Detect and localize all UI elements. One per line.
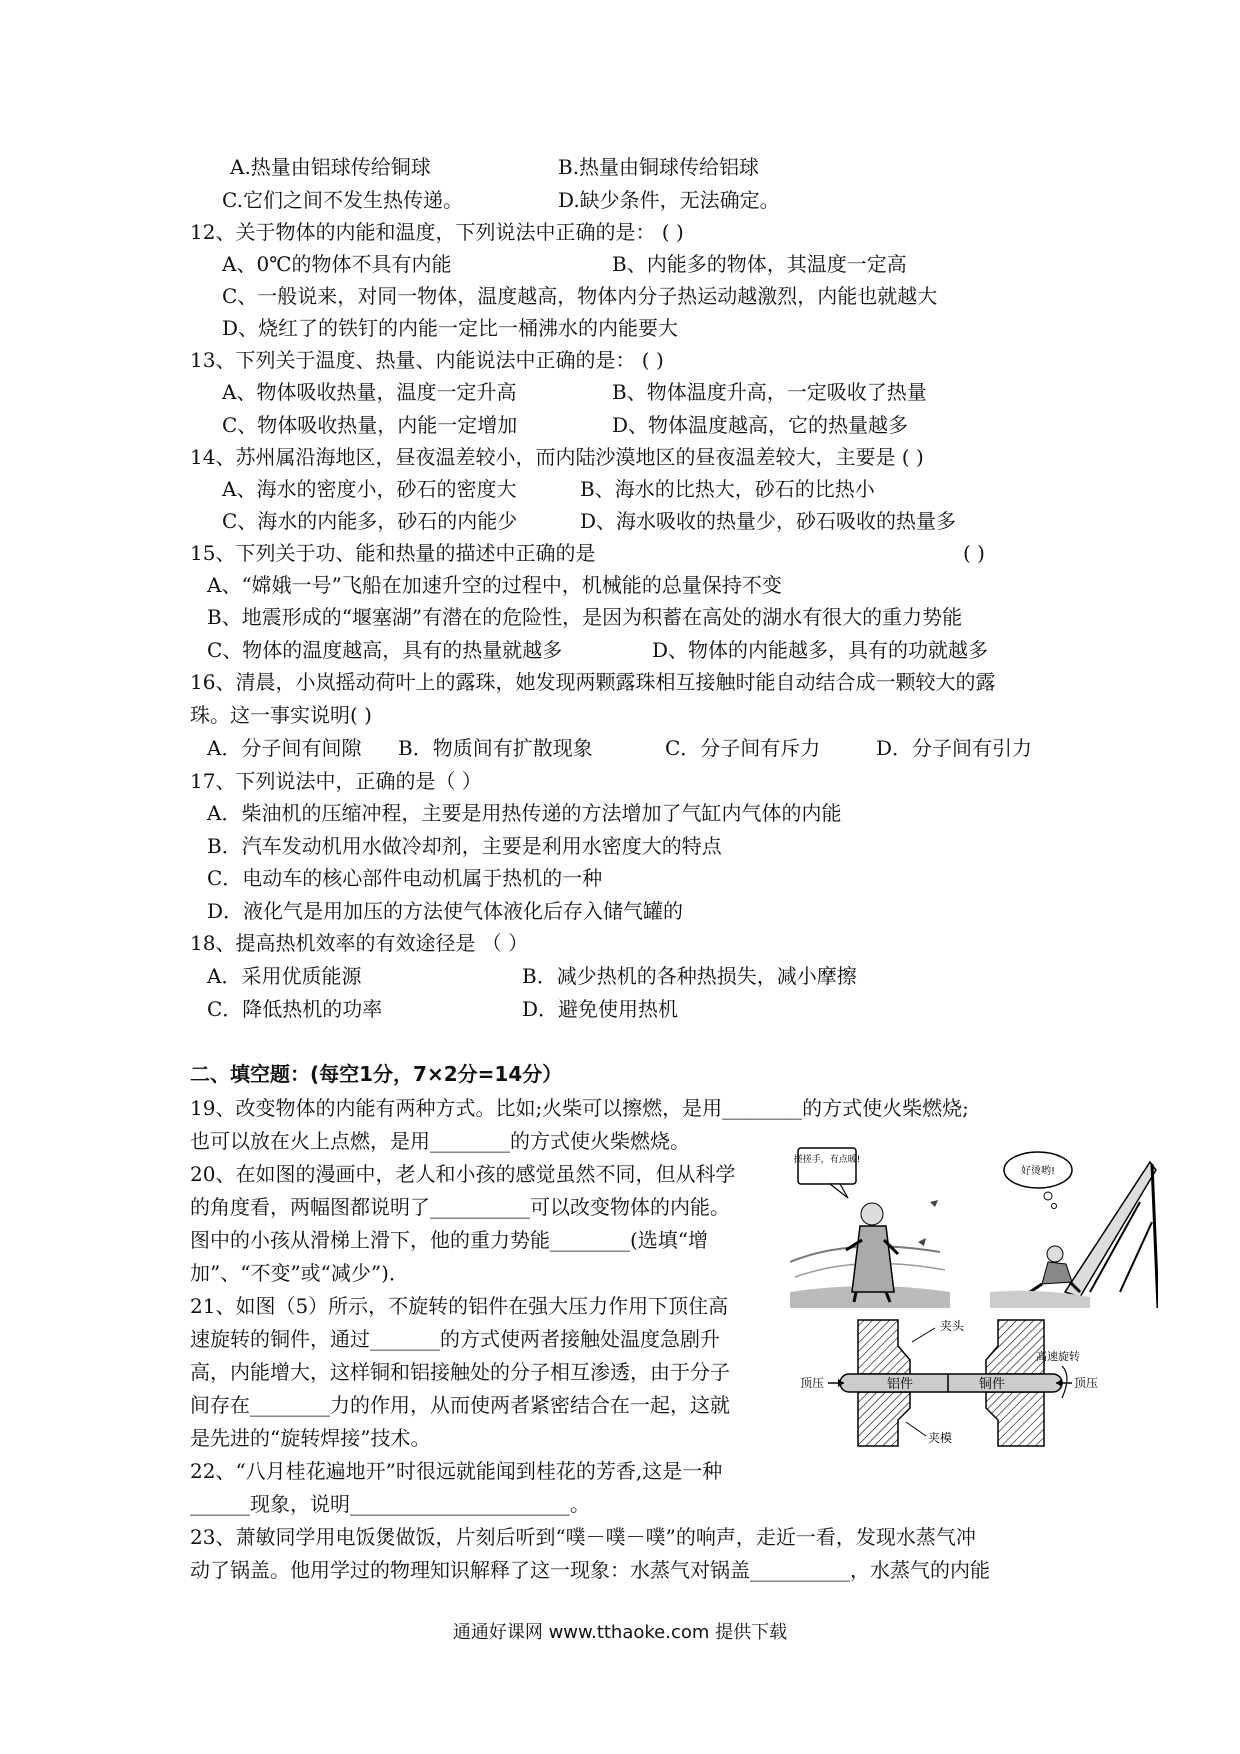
q22-line2: ______现象，说明______________________。 xyxy=(190,1492,590,1516)
q11-option-c: C.它们之间不发生热传递。 xyxy=(222,188,463,212)
q20-line2: 的角度看，两幅图都说明了__________可以改变物体的内能。 xyxy=(190,1195,730,1219)
q23-line2: 动了锅盖。他用学过的物理知识解释了这一现象：水蒸气对锅盖__________，水蒸气的内能 xyxy=(190,1558,990,1582)
q13-option-a: A、物体吸收热量，温度一定升高 xyxy=(222,380,517,404)
q15-option-c: C、物体的温度越高，具有的热量就越多 xyxy=(207,638,563,662)
q12-stem: 12、关于物体的内能和温度，下列说法中正确的是： ( ) xyxy=(190,220,684,244)
q13-option-c: C、物体吸收热量，内能一定增加 xyxy=(222,413,518,437)
q11-option-a: A.热量由铝球传给铜球 xyxy=(230,155,431,179)
weld-label-copper: 铜件 xyxy=(978,1377,1006,1392)
q17-option-c: C．电动车的核心部件电动机属于热机的一种 xyxy=(207,866,603,890)
weld-label-high-speed: 高速旋转 xyxy=(1036,1350,1080,1363)
q18-stem: 18、提高热机效率的有效途径是 （ ） xyxy=(190,931,529,955)
q16-option-d: D．分子间有引力 xyxy=(876,736,1033,760)
q17-stem: 17、下列说法中，正确的是（ ） xyxy=(190,769,482,793)
q16-stem-line1: 16、清晨，小岚摇动荷叶上的露珠，她发现两颗露珠相互接触时能自动结合成一颗较大的露 xyxy=(190,670,996,694)
weld-label-push-left: 顶压 xyxy=(800,1376,825,1390)
q12-option-d: D、烧红了的铁钉的内能一定比一桶沸水的内能要大 xyxy=(222,316,679,340)
weld-label-aluminum: 铝件 xyxy=(886,1377,914,1392)
q13-option-d: D、物体温度越高，它的热量越多 xyxy=(612,413,909,437)
q21-line1: 21、如图（5）所示，不旋转的铝件在强大压力作用下顶住高 xyxy=(190,1294,729,1318)
cartoon-bubble-right: 好烫哟! xyxy=(1020,1166,1056,1177)
q16-option-a: A．分子间有间隙 xyxy=(207,736,362,760)
q18-option-d: D．避免使用热机 xyxy=(522,997,679,1021)
q13-stem: 13、下列关于温度、热量、内能说法中正确的是： ( ) xyxy=(190,348,664,372)
q19-line1: 19、改变物体的内能有两种方式。比如;火柴可以擦燃，是用________的方式使火柴燃烧; xyxy=(190,1096,969,1120)
cartoon-figure xyxy=(790,1142,1158,1308)
q19-line2: 也可以放在火上点燃，是用________的方式使火柴燃烧。 xyxy=(190,1129,690,1153)
q15-option-d: D、物体的内能越多，具有的功就越多 xyxy=(652,638,989,662)
q15-option-a: A、“嫦娥一号”飞船在加速升空的过程中，机械能的总量保持不变 xyxy=(207,573,782,597)
q21-line2: 速旋转的铜件，通过_______的方式使两者接触处温度急剧升 xyxy=(190,1327,720,1351)
q14-option-b: B、海水的比热大，砂石的比热小 xyxy=(580,477,875,501)
q21-line4: 间存在________力的作用，从而使两者紧密结合在一起，这就 xyxy=(190,1393,730,1417)
q17-option-a: A．柴油机的压缩冲程，主要是用热传递的方法增加了气缸内气体的内能 xyxy=(207,801,842,825)
q12-option-a: A、0℃的物体不具有内能 xyxy=(222,252,452,276)
weld-label-push-right: 顶压 xyxy=(1074,1376,1099,1390)
q17-option-b: B．汽车发动机用水做冷却剂，主要是利用水密度大的特点 xyxy=(207,834,722,858)
q15-stem: 15、下列关于功、能和热量的描述中正确的是 xyxy=(190,541,596,565)
q11-option-d: D.缺少条件，无法确定。 xyxy=(558,188,780,212)
q12-option-c: C、一般说来，对同一物体，温度越高，物体内分子热运动越激烈，内能也就越大 xyxy=(222,284,938,308)
q15-option-b: B、地震形成的“堰塞湖”有潜在的危险性，是因为积蓄在高处的湖水有很大的重力势能 xyxy=(207,605,963,629)
q17-option-d: D．液化气是用加压的方法使气体液化后存入储气罐的 xyxy=(207,899,684,923)
q15-answer-paren: ( ) xyxy=(963,541,985,565)
cartoon-bubble-left: 搓搓手，有点暖! xyxy=(793,1155,861,1165)
q18-option-b: B．减少热机的各种热损失，减小摩擦 xyxy=(522,964,857,988)
q20-line3: 图中的小孩从滑梯上滑下，他的重力势能________(选填“增 xyxy=(190,1228,709,1252)
weld-label-die: 夹模 xyxy=(928,1431,953,1445)
q14-stem: 14、苏州属沿海地区，昼夜温差较小，而内陆沙漠地区的昼夜温差较大，主要是 ( ) xyxy=(190,445,924,469)
q21-line3: 高，内能增大，这样铜和铝接触处的分子相互渗透，由于分子 xyxy=(190,1360,730,1384)
q18-option-a: A．采用优质能源 xyxy=(207,964,362,988)
q16-option-c: C．分子间有斥力 xyxy=(665,736,821,760)
q14-option-d: D、海水吸收的热量少，砂石吸收的热量多 xyxy=(580,509,957,533)
section2-title: 二、填空题：(每空1分，7×2分=14分） xyxy=(190,1062,563,1086)
q18-option-c: C．降低热机的功率 xyxy=(207,997,383,1021)
q20-line4: 加”、“不变”或“减少”)． xyxy=(190,1261,409,1285)
q22-line1: 22、“八月桂花遍地开”时很远就能闻到桂花的芳香,这是一种 xyxy=(190,1459,723,1483)
q12-option-b: B、内能多的物体，其温度一定高 xyxy=(612,252,907,276)
q20-line1: 20、在如图的漫画中，老人和小孩的感觉虽然不同，但从科学 xyxy=(190,1162,736,1186)
q23-line1: 23、萧敏同学用电饭煲做饭，片刻后听到“噗－噗－噗”的响声，走近一看，发现水蒸气冲 xyxy=(190,1525,976,1549)
q13-option-b: B、物体温度升高，一定吸收了热量 xyxy=(612,380,927,404)
weld-label-clamp-head: 夹头 xyxy=(940,1319,965,1333)
q14-option-c: C、海水的内能多，砂石的内能少 xyxy=(222,509,518,533)
page-footer: 通通好课网 www.tthaoke.com 提供下载 xyxy=(452,1622,788,1643)
q16-stem-line2: 珠。这一事实说明( ) xyxy=(190,703,372,727)
weld-figure xyxy=(800,1316,1100,1450)
q16-option-b: B．物质间有扩散现象 xyxy=(398,736,593,760)
q14-option-a: A、海水的密度小，砂石的密度大 xyxy=(222,477,517,501)
q21-line5: 是先进的“旋转焊接”技术。 xyxy=(190,1426,431,1450)
q11-option-b: B.热量由铜球传给铝球 xyxy=(558,155,760,179)
